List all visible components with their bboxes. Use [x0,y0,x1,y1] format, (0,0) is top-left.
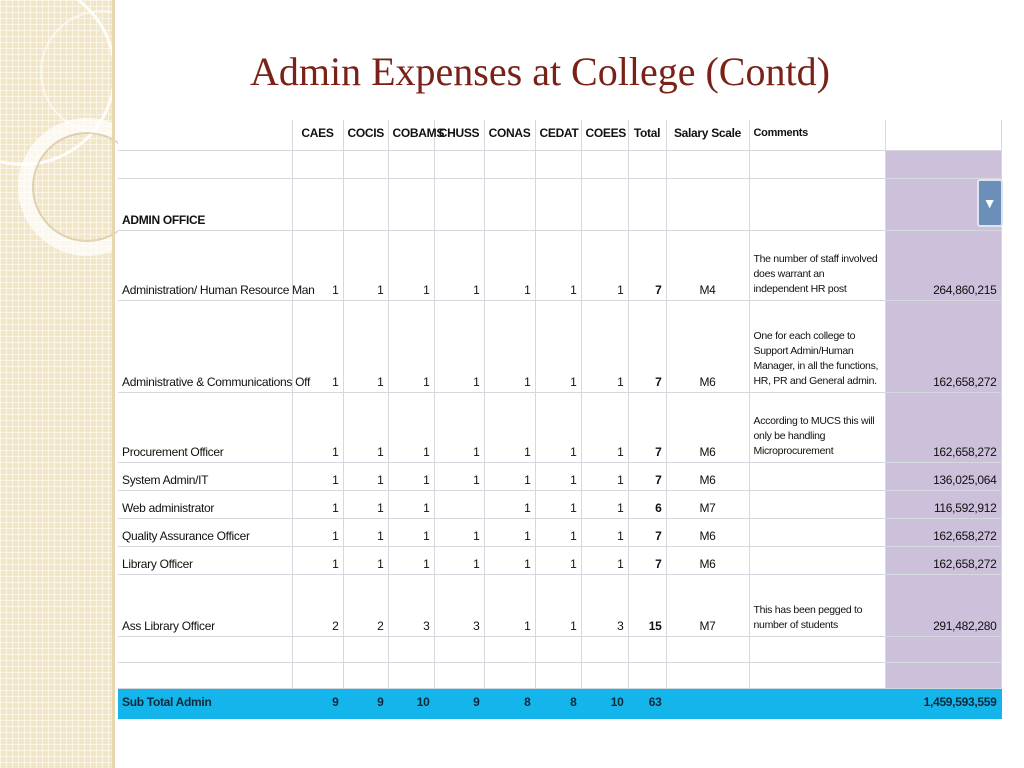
salary-scale-cell: M6 [666,518,749,546]
college-count-cell: 1 [292,392,343,462]
college-count-cell: 1 [535,518,581,546]
decorative-ring [40,10,164,134]
college-count-cell: 1 [388,546,434,574]
college-count-cell: 1 [388,462,434,490]
college-count-cell: 1 [343,300,388,392]
table-row [118,490,1001,518]
college-count-cell: 1 [343,518,388,546]
subtotal-cost-cell: 1,459,593,559 [885,688,1001,718]
row-label: Administration/ Human Resource Man [118,230,292,300]
subtotal-row [118,688,1001,718]
college-count-cell: 1 [484,546,535,574]
college-count-cell: 1 [388,490,434,518]
table-row [118,462,1001,490]
table-row [118,518,1001,546]
total-cell: 7 [628,518,666,546]
college-count-cell: 1 [292,546,343,574]
blank-row [118,150,1001,178]
strip-edge [112,0,115,768]
college-count-cell: 1 [388,518,434,546]
salary-scale-cell: M6 [666,546,749,574]
scroll-down-button[interactable]: ▼ [977,179,1003,227]
college-count-cell: 1 [343,546,388,574]
blank-row [118,662,1001,688]
comment-cell [749,490,885,518]
college-count-cell: 1 [292,518,343,546]
header-cocis: COCIS [343,120,388,150]
row-label: Quality Assurance Officer [118,518,292,546]
college-count-cell [434,490,484,518]
subtotal-count-cell: 10 [581,688,628,718]
college-count-cell: 1 [343,490,388,518]
total-cell: 7 [628,462,666,490]
comment-cell [749,462,885,490]
college-count-cell: 1 [484,300,535,392]
header-row [118,120,1001,150]
college-count-cell: 1 [388,230,434,300]
college-count-cell: 1 [343,462,388,490]
total-cell: 6 [628,490,666,518]
salary-scale-cell: M7 [666,574,749,636]
college-count-cell: 2 [292,574,343,636]
table-row [118,546,1001,574]
table-row [118,230,1001,300]
decorative-strip [0,0,112,768]
college-count-cell: 1 [434,300,484,392]
cost-cell: 291,482,280 [885,574,1001,636]
college-count-cell: 1 [434,392,484,462]
total-cell: 7 [628,392,666,462]
subtotal-count-cell: 9 [292,688,343,718]
comment-cell: One for each college to Support Admin/Human Manager, in all the functions, HR, PR and General admin. [749,300,885,392]
college-count-cell: 1 [292,490,343,518]
college-count-cell: 1 [434,230,484,300]
subtotal-count-cell: 10 [388,688,434,718]
table-row [118,392,1001,462]
cost-cell: 116,592,912 [885,490,1001,518]
college-count-cell: 3 [581,574,628,636]
subtotal-count-cell: 9 [434,688,484,718]
college-count-cell: 1 [581,546,628,574]
college-count-cell: 1 [434,518,484,546]
college-count-cell: 1 [581,462,628,490]
header-cobams: COBAMS [388,120,434,150]
subtotal-count-cell: 9 [343,688,388,718]
salary-scale-cell: M6 [666,392,749,462]
college-count-cell: 1 [581,300,628,392]
blank-row [118,636,1001,662]
section-label: ADMIN OFFICE [118,178,292,230]
college-count-cell: 1 [535,574,581,636]
college-count-cell: 1 [535,546,581,574]
college-count-cell: 1 [343,392,388,462]
college-count-cell: 1 [292,300,343,392]
section-row [118,178,1001,230]
college-count-cell: 1 [535,462,581,490]
college-count-cell: 1 [581,230,628,300]
college-count-cell: 2 [343,574,388,636]
salary-scale-cell: M7 [666,490,749,518]
subtotal-total-cell: 63 [628,688,666,718]
college-count-cell: 1 [484,230,535,300]
subtotal-count-cell: 8 [484,688,535,718]
row-label: Procurement Officer [118,392,292,462]
cost-cell: 264,860,215 [885,230,1001,300]
row-label: System Admin/IT [118,462,292,490]
subtotal-label: Sub Total Admin [118,688,292,718]
cost-cell: 162,658,272 [885,546,1001,574]
cost-cell: 162,658,272 [885,518,1001,546]
cost-cell: 136,025,064 [885,462,1001,490]
college-count-cell: 3 [388,574,434,636]
header-comments: Comments [749,120,885,150]
comment-cell: This has been pegged to number of students [749,574,885,636]
header-conas: CONAS [484,120,535,150]
header-caes: CAES [292,120,343,150]
row-label: Library Officer [118,546,292,574]
comment-cell [749,546,885,574]
college-count-cell: 1 [581,518,628,546]
college-count-cell: 1 [484,462,535,490]
header-chuss: CHUSS [434,120,484,150]
salary-scale-cell: M6 [666,462,749,490]
subtotal-count-cell: 8 [535,688,581,718]
total-cell: 7 [628,300,666,392]
comment-cell: According to MUCS this will only be handling Microprocurement [749,392,885,462]
header-salary-scale: Salary Scale [666,120,749,150]
college-count-cell: 1 [388,392,434,462]
cost-cell: 162,658,272 [885,300,1001,392]
college-count-cell: 1 [484,518,535,546]
college-count-cell: 3 [434,574,484,636]
college-count-cell: 1 [292,462,343,490]
table-row [118,574,1001,636]
table-row [118,300,1001,392]
expenses-table [118,120,1002,719]
total-cell: 15 [628,574,666,636]
college-count-cell: 1 [434,462,484,490]
college-count-cell: 1 [535,230,581,300]
cost-cell: 162,658,272 [885,392,1001,462]
college-count-cell: 1 [484,574,535,636]
total-cell: 7 [628,546,666,574]
comment-cell [749,518,885,546]
college-count-cell: 1 [581,490,628,518]
college-count-cell: 1 [484,392,535,462]
college-count-cell: 1 [434,546,484,574]
header-cell-empty [118,120,292,150]
college-count-cell: 1 [292,230,343,300]
college-count-cell: 1 [388,300,434,392]
salary-scale-cell: M4 [666,230,749,300]
college-count-cell: 1 [535,392,581,462]
comment-cell: The number of staff involved does warrant an independent HR post [749,230,885,300]
row-label: Web administrator [118,490,292,518]
header-cell-empty [885,120,1001,150]
header-coees: COEES [581,120,628,150]
college-count-cell: 1 [484,490,535,518]
college-count-cell: 1 [535,300,581,392]
college-count-cell: 1 [581,392,628,462]
total-cell: 7 [628,230,666,300]
row-label: Administrative & Communications Off [118,300,292,392]
college-count-cell: 1 [535,490,581,518]
row-label: Ass Library Officer [118,574,292,636]
college-count-cell: 1 [343,230,388,300]
header-cedat: CEDAT [535,120,581,150]
spreadsheet [118,120,1001,709]
slide-title: Admin Expenses at College (Contd) [250,49,830,94]
header-total: Total [628,120,666,150]
salary-scale-cell: M6 [666,300,749,392]
